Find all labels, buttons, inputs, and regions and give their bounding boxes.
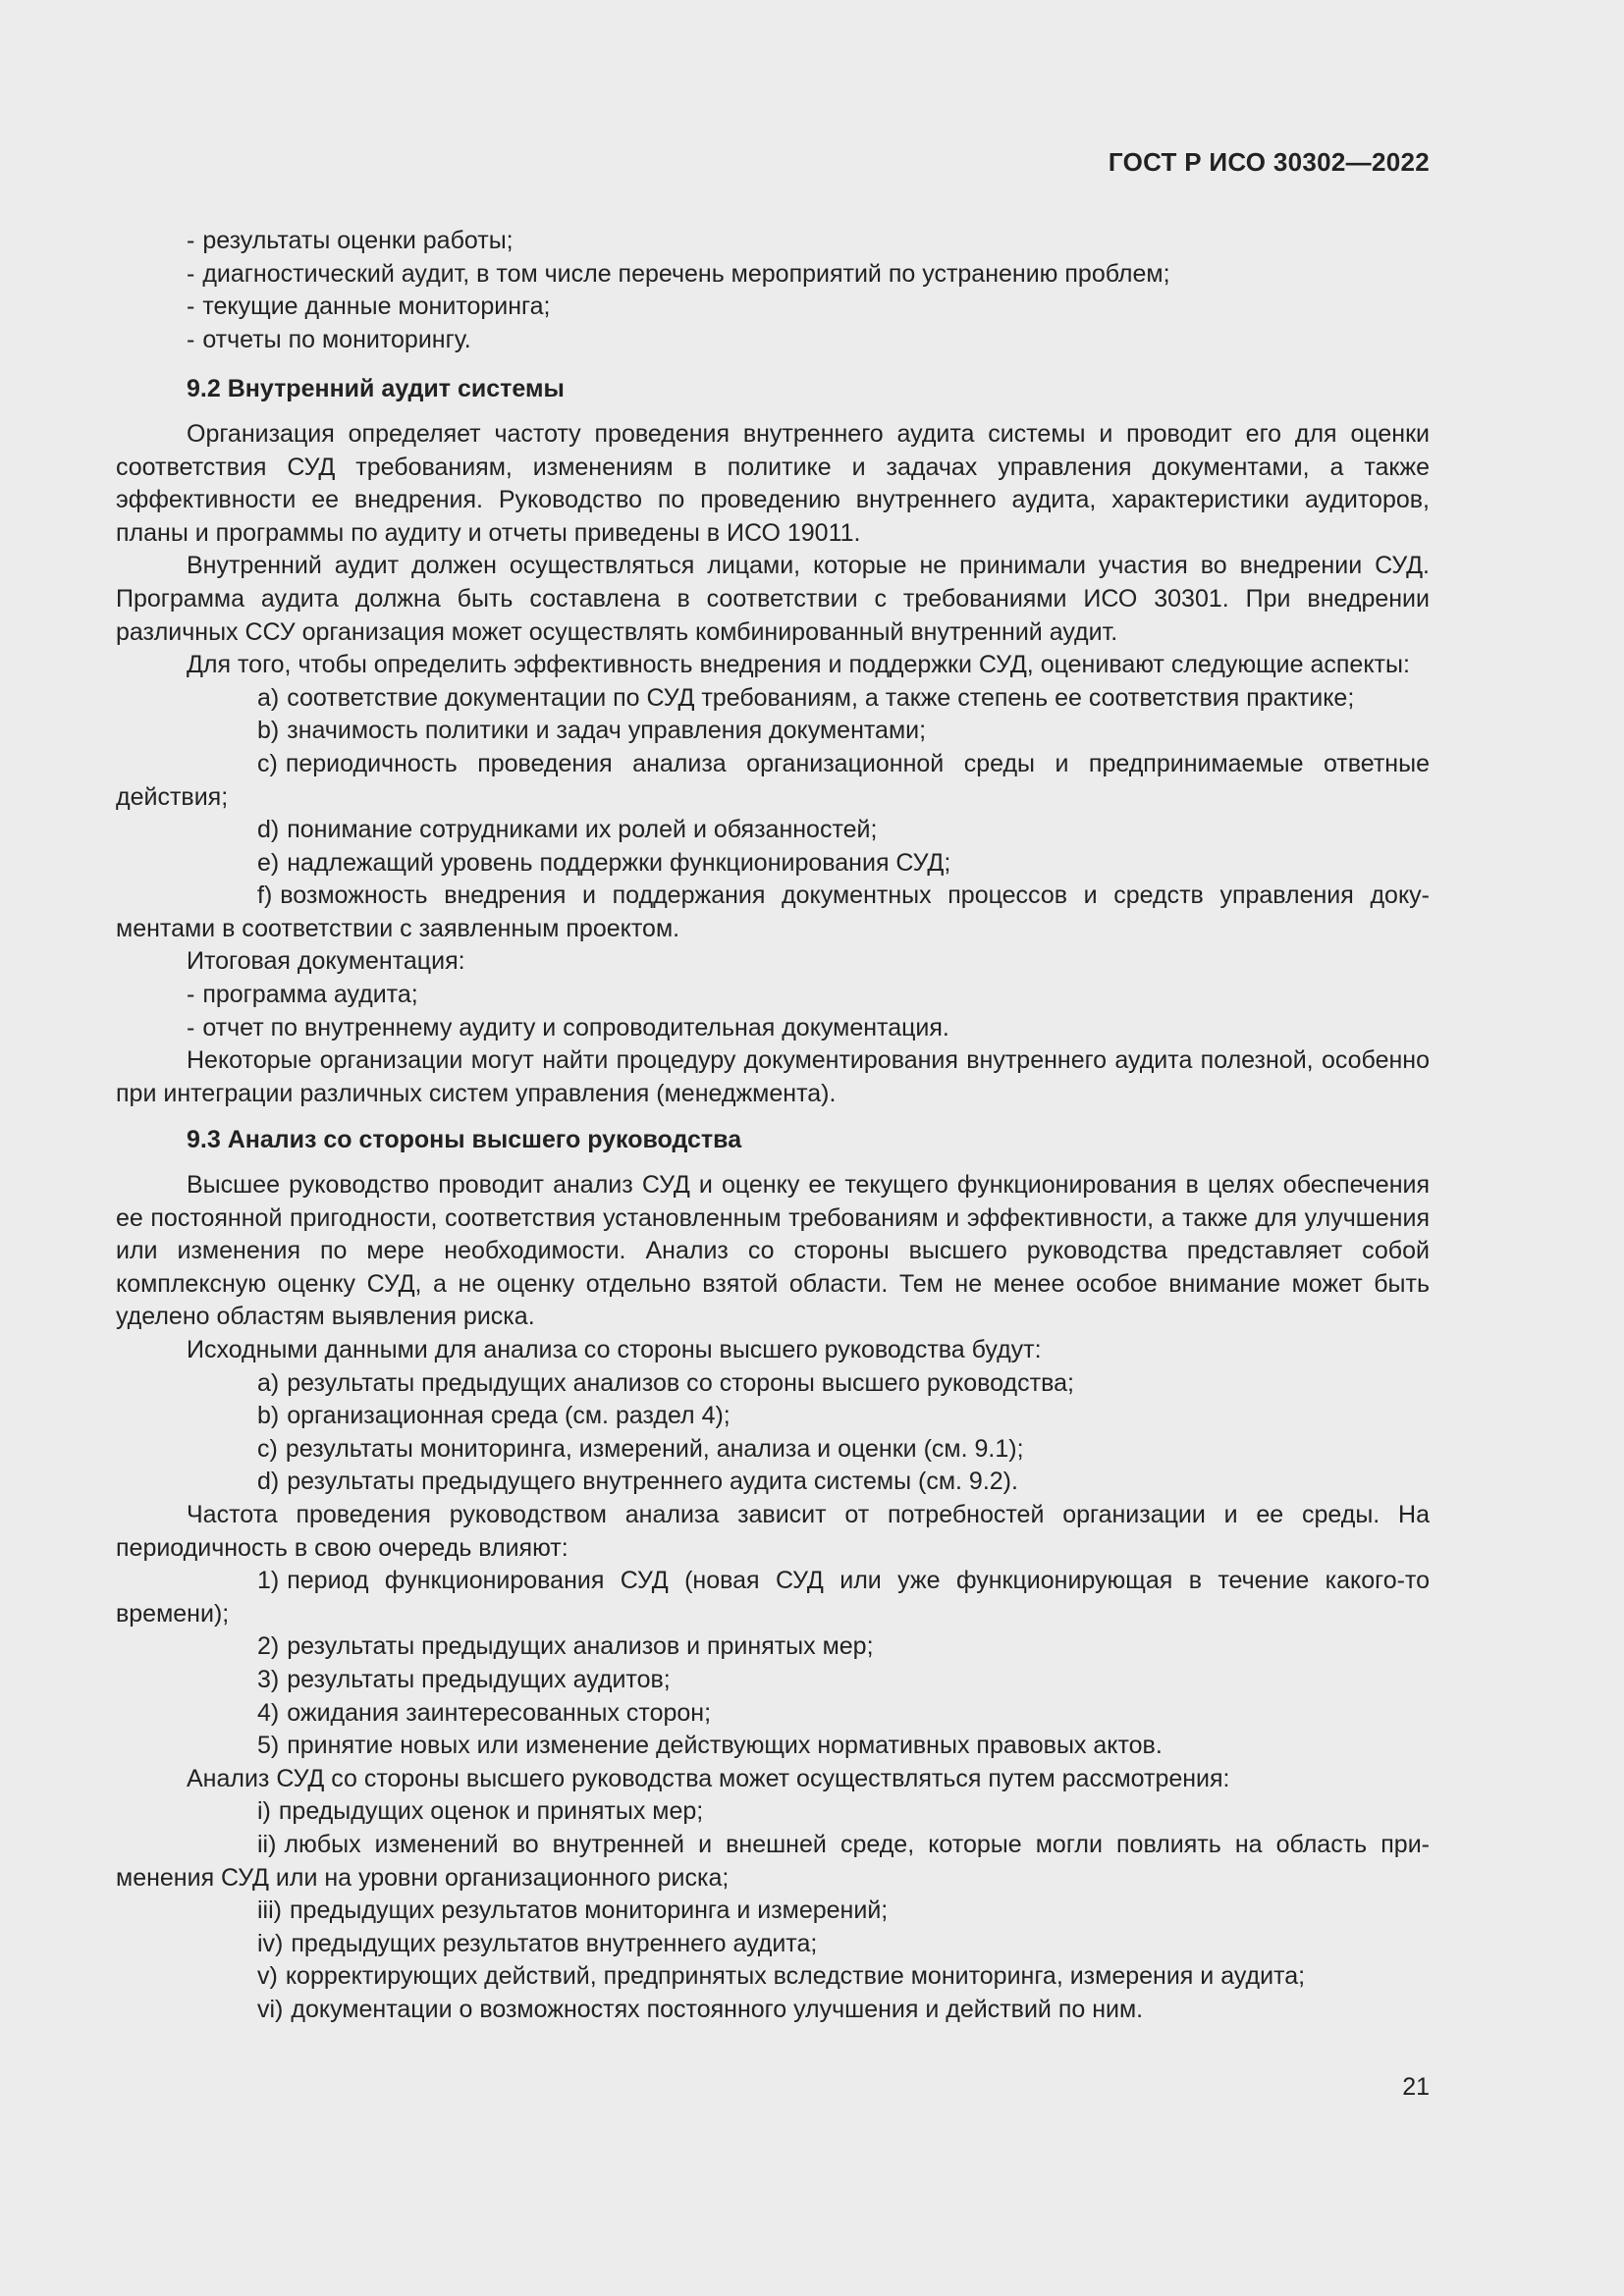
paragraph: Исходными данными для анализа со стороны высшего руководства будут: — [187, 1336, 1042, 1363]
paragraph: Внутренний аудит должен осуществляться лицами, которые не принимали участия во внедрении СУД. Программа аудита должна быть составлена в соответствии с требованиями ИСО 30301. При внедрении различных ССУ организация может осуществлять комбинированный внутренний аудит. — [116, 552, 1430, 646]
list-item-text: результаты предыдущих аудитов; — [287, 1665, 671, 1693]
list-item-text: период функционирования СУД (новая СУД или уже функционирующая в течение какого-то времени); — [116, 1567, 1430, 1628]
paragraph: Частота проведения руководством анализа зависит от потребностей организации и ее среды. На периодичность в свою очередь влияют: — [116, 1500, 1430, 1562]
list-item-text: отчет по внутреннему аудиту и сопроводительная документация. — [202, 1013, 949, 1041]
list-item — [116, 1565, 1430, 1630]
list-item-text: результаты мониторинга, измерений, анализа и оценки (см. 9.1); — [285, 1434, 1024, 1463]
list-item-text: текущие данные мониторинга; — [202, 293, 551, 321]
list-marker: d) — [257, 816, 280, 844]
list-item — [116, 979, 1430, 1012]
list-marker: - — [187, 293, 195, 321]
list-item-text: предыдущих оценок и принятых мер; — [278, 1797, 704, 1826]
list-item — [116, 1960, 1430, 1994]
list-item — [116, 1630, 1430, 1664]
list-item — [116, 1664, 1430, 1697]
list-item — [116, 258, 1430, 292]
list-marker: vi) — [257, 1995, 284, 2023]
document-code-header: ГОСТ Р ИСО 30302—2022 — [1108, 147, 1430, 177]
list-item — [116, 1012, 1430, 1045]
list-item — [116, 1795, 1430, 1829]
list-item — [116, 324, 1430, 357]
paragraph: Организация определяет частоту проведения внутреннего аудита системы и проводит его для оценки соответствия СУД требованиям, изменениям в политике и задачах управления документами, а также эффективности ее внедрения. Руководство по проведению внутреннего аудита, характеристики аудиторов, планы и программы по аудиту и отчеты приведены в ИСО 19011. — [116, 419, 1430, 547]
list-marker: d) — [257, 1468, 280, 1496]
paragraph: Некоторые организации могут найти процедуру документирования внутреннего аудита полезной, особенно при интеграции различных систем управления (менеджмента). — [116, 1046, 1430, 1107]
list-item-text: документации о возможностях постоянного улучшения и действий по ним. — [291, 1995, 1144, 2023]
list-item-text: предыдущих результатов мониторинга и измерений; — [290, 1896, 889, 1925]
document-body — [116, 225, 1430, 2026]
list-marker: 1) — [257, 1567, 280, 1595]
list-item-text: корректирующих действий, предпринятых вследствие мониторинга, измерения и аудита; — [285, 1962, 1306, 1991]
list-item-text: результаты предыдущего внутреннего аудита системы (см. 9.2). — [287, 1468, 1018, 1496]
list-item-text: программа аудита; — [202, 981, 418, 1009]
paragraph: Анализ СУД со стороны высшего руководства может осуществляться путем рассмотрения: — [187, 1764, 1230, 1792]
list-marker: f) — [257, 881, 273, 910]
list-item — [116, 1433, 1430, 1467]
paragraph: Итоговая документация: — [187, 947, 465, 976]
list-item — [116, 1730, 1430, 1763]
list-marker: b) — [257, 1402, 280, 1430]
list-item-text: результаты оценки работы; — [202, 227, 514, 254]
list-marker: - — [187, 325, 195, 353]
paragraph: Высшее руководство проводит анализ СУД и оценку ее текущего функционирования в целях обеспечения ее постоянной пригодности, соответствия установленным требованиям и эффективности, а также для улучшения или изменения по мере необходимости. Анализ со стороны высшего руководства представляет собой комплексную оценку СУД, а не оценку отдельно взятой области. Тем не менее особое внимание может быть уделено областям выявления риска. — [116, 1171, 1430, 1331]
list-marker: c) — [257, 1434, 278, 1463]
list-item-text: возможность внедрения и поддержания документных процессов и средств управления документами в соответствии с заявленным проектом. — [116, 881, 1430, 942]
top-list — [116, 225, 1430, 356]
list-marker: iii) — [257, 1896, 282, 1925]
list-item-text: результаты предыдущих анализов со стороны высшего руководства; — [287, 1368, 1074, 1397]
list-marker: - — [187, 981, 195, 1009]
section-9-3-title: 9.3 Анализ со стороны высшего руководства — [187, 1126, 742, 1154]
list-item — [116, 1400, 1430, 1433]
list-marker: a) — [257, 683, 280, 712]
list-marker: - — [187, 227, 195, 254]
list-item-text: соответствие документации по СУД требованиям, а также степень ее соответствия практике; — [287, 683, 1355, 712]
section-9-2-title: 9.2 Внутренний аудит системы — [187, 375, 565, 403]
list-item — [116, 1367, 1430, 1401]
page-number: 21 — [1402, 2073, 1430, 2101]
list-marker: 3) — [257, 1665, 280, 1693]
list-marker: i) — [257, 1797, 271, 1826]
paragraph: Для того, чтобы определить эффективность внедрения и поддержки СУД, оценивают следующие аспекты: — [187, 651, 1410, 679]
list-item-text: ожидания заинтересованных сторон; — [287, 1698, 712, 1727]
list-marker: ii) — [257, 1830, 277, 1858]
list-marker: c) — [257, 749, 278, 777]
list-item — [116, 225, 1430, 258]
list-marker: v) — [257, 1962, 278, 1991]
list-marker: - — [187, 259, 195, 288]
list-item — [116, 682, 1430, 716]
list-marker: a) — [257, 1368, 280, 1397]
list-item — [116, 1895, 1430, 1928]
list-item — [116, 748, 1430, 814]
list-item — [116, 1829, 1430, 1895]
list-item-text: периодичность проведения анализа организационной среды и предпринимаемые ответные действия; — [116, 749, 1430, 811]
list-marker: e) — [257, 848, 280, 877]
list-item-text: значимость политики и задач управления документами; — [287, 717, 927, 745]
list-marker: iv) — [257, 1929, 284, 1957]
list-item — [116, 291, 1430, 324]
list-item — [116, 1697, 1430, 1731]
list-marker: - — [187, 1013, 195, 1041]
list-item-text: понимание сотрудниками их ролей и обязанностей; — [287, 816, 878, 844]
list-item — [116, 1928, 1430, 1961]
list-item-text: любых изменений во внутренней и внешней среде, которые могли повлиять на область применения СУД или на уровни организационного риска; — [116, 1830, 1430, 1892]
list-marker: 4) — [257, 1698, 280, 1727]
list-item-text: диагностический аудит, в том числе перечень мероприятий по устранению проблем; — [202, 259, 1170, 288]
list-item — [116, 880, 1430, 945]
list-item — [116, 1994, 1430, 2027]
list-item — [116, 1466, 1430, 1499]
list-item-text: отчеты по мониторингу. — [202, 325, 471, 353]
list-item — [116, 715, 1430, 748]
list-item — [116, 814, 1430, 847]
list-item-text: принятие новых или изменение действующих нормативных правовых актов. — [287, 1732, 1163, 1760]
list-marker: 2) — [257, 1632, 280, 1661]
list-item-text: результаты предыдущих анализов и принятых мер; — [287, 1632, 874, 1661]
list-item-text: предыдущих результатов внутреннего аудита; — [291, 1929, 818, 1957]
list-marker: b) — [257, 717, 280, 745]
list-item-text: надлежащий уровень поддержки функционирования СУД; — [287, 848, 951, 877]
list-item-text: организационная среда (см. раздел 4); — [287, 1402, 731, 1430]
list-marker: 5) — [257, 1732, 280, 1760]
list-item — [116, 847, 1430, 881]
